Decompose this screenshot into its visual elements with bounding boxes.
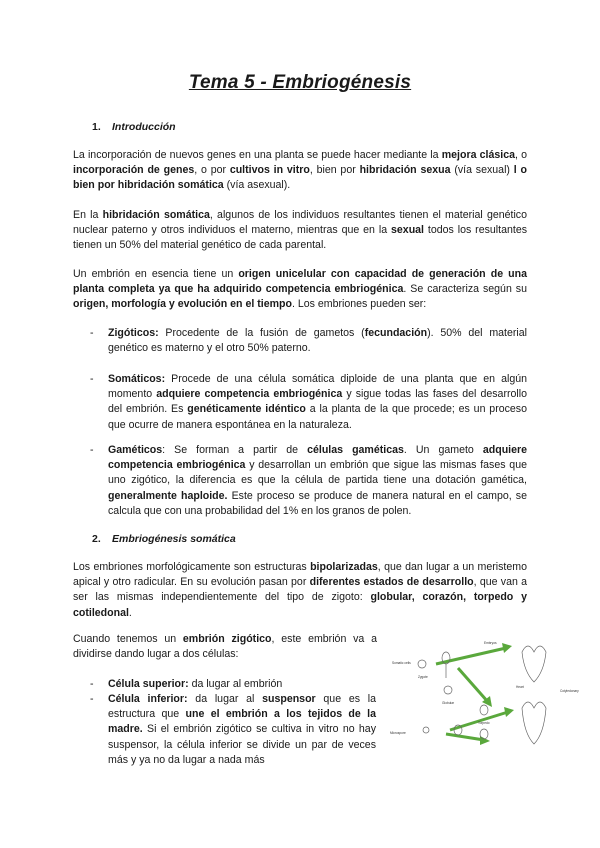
text-run: a la planta de la que procede; es un proceso que ocurre de manera espontánea en la naturaleza. [108, 403, 527, 431]
figure-label: Globular [442, 701, 455, 705]
globular-embryo [480, 729, 488, 739]
bold-text: Célula superior: [108, 678, 189, 690]
arrow-line [446, 734, 484, 740]
bold-text: Zigóticos: [108, 327, 159, 339]
bold-text: bipolarizadas [310, 561, 378, 573]
figure-label: Embryos [484, 641, 497, 645]
bold-text: globular, corazón, torpedo y cotiledonal [73, 591, 527, 619]
figure-label: Microspore [390, 731, 406, 735]
list-dash: - [90, 327, 94, 339]
bold-text: generalmente haploide. [108, 489, 228, 502]
section-title: Introducción [112, 121, 176, 133]
bold-text: diferentes estados de desarrollo [309, 576, 474, 589]
globular-embryo [444, 686, 452, 694]
text-run: da lugar al embrión [188, 678, 283, 690]
text-run: , bien por [309, 164, 360, 177]
section-number: 1. [92, 121, 101, 133]
arrowhead [504, 707, 514, 717]
list-dash: - [90, 373, 94, 385]
bold-text: adquiere competencia embriogénica [108, 444, 528, 472]
bold-text: sexual [391, 224, 424, 237]
bold-text: embrión zigótico [182, 633, 272, 645]
text-run: . Un gameto [403, 444, 483, 456]
text-run: que es la estructura que [108, 693, 376, 721]
microspore [423, 727, 429, 733]
list-dash: - [90, 693, 94, 705]
bold-text: Somáticos: [108, 373, 166, 385]
bold-text: Gaméticos [108, 444, 163, 456]
bold-text: adquiere competencia embriogénica [156, 388, 343, 401]
text-run: (vía sexual) [450, 164, 514, 177]
text-run: y sigue todas las fases del desarrollo del embrión. Es [108, 388, 527, 416]
section-heading-intro [92, 121, 176, 133]
arrowhead [480, 736, 490, 745]
list-item-upper-cell [90, 677, 376, 692]
bold-text: fecundación [364, 327, 428, 339]
text-run: . [128, 606, 132, 619]
figure-label: Zygote [418, 675, 428, 679]
list-item-somatic [90, 372, 527, 433]
text-run: Procede de una célula somática diploide de una planta que en algún momento [108, 373, 527, 401]
bold-text: origen, morfología y evolución en el tiempo [73, 298, 292, 311]
paragraph-intro [73, 148, 527, 194]
text-run: : Se forman a partir de [162, 444, 308, 456]
figure-label: Somatic cells [392, 661, 411, 665]
figure-label: Cotyledonary [560, 689, 579, 693]
bold-text: cultivos in vitro [229, 164, 310, 177]
list-item-text [108, 692, 376, 768]
list-item-lower-cell [90, 692, 376, 768]
text-run: Este proceso se produce de manera natural en el campo, se calcula que con una probabilidad del 1% en los granos de polen. [108, 489, 527, 517]
bold-text: Célula inferior: [108, 693, 188, 705]
bold-text: células gaméticas [307, 444, 404, 456]
text-run: da lugar al [187, 693, 263, 705]
paragraph-somatic-hybridization [73, 208, 527, 254]
list-dash: - [90, 678, 94, 690]
list-item-zygotic [90, 326, 527, 356]
bold-text: mejora clásica [441, 149, 515, 161]
text-run: , o [515, 149, 528, 161]
embryogenesis-diagram [388, 630, 598, 748]
list-item-gametic [90, 443, 527, 519]
list-item-text [108, 677, 376, 692]
list-item-text [108, 443, 527, 519]
bold-text: une el embrión a los tejidos de la madre. [108, 708, 376, 736]
text-run: y desarrollan un embrión que sigue las mismas fases que uno zigótico, la diferencia es que la célula de partida tiene una dotación gamética, [108, 459, 527, 487]
section-title: Embriogénesis somática [112, 533, 236, 545]
text-run: . Los embriones pueden ser: [291, 298, 427, 311]
figure-label: Torpedo [478, 721, 490, 725]
bold-text: hibridación sexua [359, 164, 451, 177]
arrowhead [502, 643, 512, 653]
text-run: Los embriones morfológicamente son estructuras [73, 561, 311, 573]
text-run: , que van a ser las mismas independientemente del tipo de zigoto: [73, 576, 527, 604]
text-run: todos los resultantes tienen un 50% del material genético de cada parental. [73, 224, 528, 252]
bold-text: origen unicelular con capacidad de generación de una planta completa ya que ha adquirido competencia embriogénica [73, 268, 527, 296]
bold-text: genéticamente idéntico [187, 403, 306, 416]
arrow-line [458, 668, 488, 702]
section-heading-somatic-embryogenesis [92, 533, 236, 545]
zygote-cell [418, 660, 426, 668]
globular-embryo [480, 705, 488, 715]
paragraph-zygotic-embryo [73, 632, 377, 662]
text-run: , este embrión va a dividirse dando lugar a dos células: [73, 633, 378, 661]
bold-text: hibridación somática [102, 209, 210, 221]
text-run: , que dan lugar a un meristemo apical y otro radicular. En su evolución pasan por [73, 561, 527, 589]
text-run: Procedente de la fusión de gametos ( [158, 327, 365, 339]
text-run: En la [73, 209, 103, 221]
section-number: 2. [92, 533, 101, 545]
text-run: , o por [194, 164, 230, 177]
list-dash: - [90, 444, 94, 456]
text-run: La incorporación de nuevos genes en una planta se puede hacer mediante la [73, 149, 442, 161]
text-run: . Se caracteriza según su [403, 283, 527, 296]
list-item-text [108, 372, 527, 433]
bold-text: l o bien por hibridación somática [73, 164, 527, 192]
arrow-line [436, 648, 506, 664]
text-run: Cuando tenemos un [73, 633, 183, 645]
torpedo-embryo [522, 702, 546, 744]
list-item-text [108, 326, 527, 356]
text-run: (vía asexual). [223, 179, 291, 192]
heart-embryo [522, 646, 546, 682]
text-run: ). 50% del material genético es materno y el otro 50% paterno. [108, 327, 527, 355]
paragraph-embryo-definition [73, 267, 527, 313]
text-run: , algunos de los individuos resultantes tienen el material genético nuclear paterno y otros individuos el materno, mientras que en la [73, 209, 527, 237]
page-title: Tema 5 - Embriogénesis [188, 72, 412, 93]
paragraph-morphology [73, 560, 527, 621]
bold-text: incorporación de genes [73, 164, 195, 177]
text-run: Un embrión en esencia tiene un [73, 268, 239, 280]
bold-text: suspensor [262, 693, 316, 705]
figure-label: Heart [516, 685, 524, 689]
text-run: Si el embrión zigótico se cultiva in vitro no hay suspensor, la célula inferior se divide un par de veces más y ya no da lugar a nada más [108, 723, 376, 766]
